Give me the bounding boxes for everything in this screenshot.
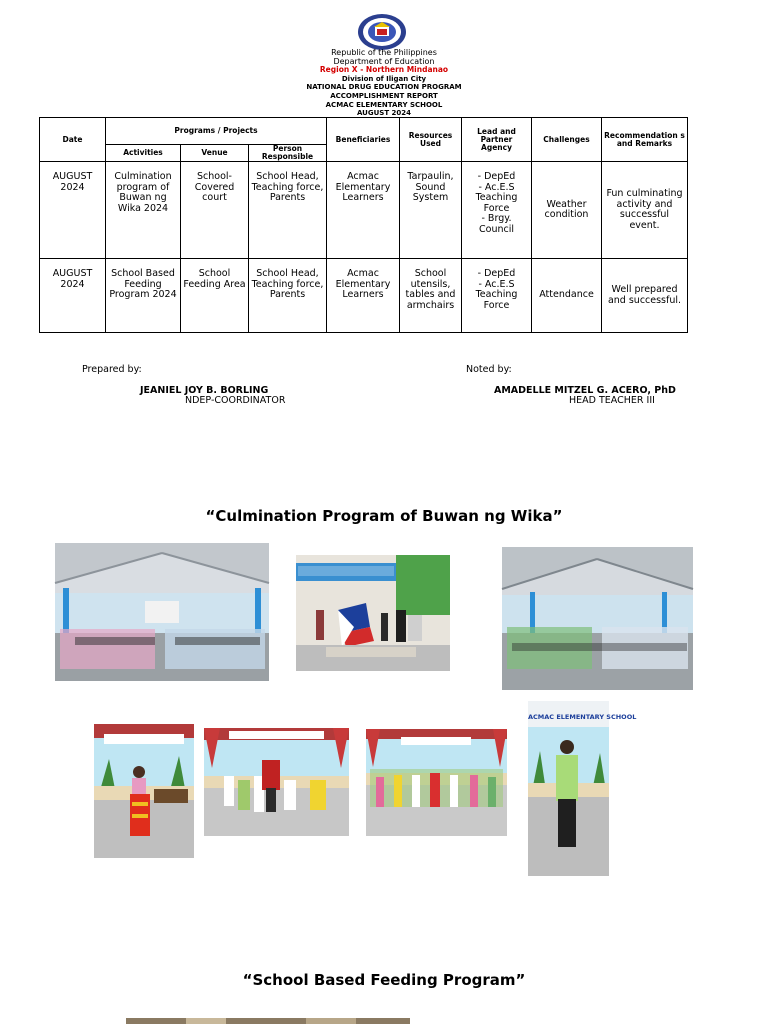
- cell-person: School Head, Teaching force, Parents: [249, 162, 327, 259]
- header-recommendations: Recommendation s and Remarks: [602, 118, 688, 162]
- prepared-by-label: Prepared by:: [82, 364, 142, 375]
- lead-line: - DepEd: [477, 171, 516, 182]
- month-line: AUGUST 2024: [356, 109, 412, 118]
- cell-beneficiaries: Acmac Elementary Learners: [327, 162, 400, 259]
- culmination-section-title: “Culmination Program of Buwan ng Wika”: [205, 507, 563, 525]
- cell-activities: Culmination program of Buwan ng Wika 2024: [106, 162, 181, 259]
- header-programs: Programs / Projects: [106, 118, 327, 145]
- cell-resources: Tarpaulin, Sound System: [400, 162, 462, 259]
- header-lead: Lead and Partner Agency: [462, 118, 532, 162]
- cell-challenges: Weather condition: [532, 162, 602, 259]
- cell-date: AUGUST 2024: [40, 162, 106, 259]
- header-date: Date: [40, 118, 106, 162]
- photo-flag-ceremony: [296, 555, 450, 671]
- table-row: [40, 259, 688, 333]
- photo-girl-performer: [94, 724, 194, 858]
- cell-venue: School Feeding Area: [181, 259, 249, 333]
- cell-person: School Head, Teaching force, Parents: [249, 259, 327, 333]
- cell-activities: School Based Feeding Program 2024: [106, 259, 181, 333]
- cell-date: AUGUST 2024: [40, 259, 106, 333]
- department-line: Department of Education: [333, 56, 435, 66]
- noted-by-label: Noted by:: [466, 364, 512, 375]
- lead-line: - Brgy. Council: [479, 213, 514, 235]
- noted-by-title: HEAD TEACHER III: [569, 395, 655, 406]
- cell-venue: School-Covered court: [181, 162, 249, 259]
- photo-court-performance: [502, 547, 693, 690]
- program-line: NATIONAL DRUG EDUCATION PROGRAM: [306, 83, 462, 92]
- photo-boy-barong: [528, 701, 637, 876]
- lead-line: - DepEd: [477, 268, 516, 279]
- cell-lead: [462, 259, 532, 333]
- cell-beneficiaries: Acmac Elementary Learners: [327, 259, 400, 333]
- photo-covered-court-assembly: [55, 543, 269, 681]
- region-line: Region X - Northern Mindanao: [319, 65, 449, 75]
- prepared-by-name: JEANIEL JOY B. BORLING: [140, 385, 269, 396]
- lead-line: - Ac.E.S Teaching Force: [475, 181, 518, 214]
- prepared-by-title: NDEP-COORDINATOR: [185, 395, 286, 406]
- lead-line: - Ac.E.S Teaching Force: [475, 278, 518, 311]
- header-resources: Resources Used: [400, 118, 462, 162]
- cell-challenges: Attendance: [532, 259, 602, 333]
- feeding-section-title: “School Based Feeding Program”: [242, 971, 526, 989]
- header-person: Person Responsible: [249, 145, 327, 162]
- table-row: [40, 162, 688, 259]
- report-line: ACCOMPLISHMENT REPORT: [330, 91, 438, 100]
- header-activities: Activities: [106, 145, 181, 162]
- cell-lead: [462, 162, 532, 259]
- photo-children-group: [204, 728, 349, 836]
- cell-remarks: Well prepared and successful.: [602, 259, 688, 333]
- cell-remarks: Fun culminating activity and successful event.: [602, 162, 688, 259]
- school-line: ACMAC ELEMENTARY SCHOOL: [325, 100, 443, 109]
- republic-line: Republic of the Philippines: [331, 48, 437, 57]
- photo-feeding-program: [126, 1018, 410, 1024]
- header-challenges: Challenges: [532, 118, 602, 162]
- report-header: [200, 49, 568, 118]
- accomplishment-table: [39, 117, 688, 333]
- deped-seal-logo: [357, 13, 407, 51]
- division-line: Division of Iligan City: [341, 74, 427, 83]
- photo-school-sign: ACMAC ELEMENTARY SCHOOL: [528, 713, 637, 721]
- header-beneficiaries: Beneficiaries: [327, 118, 400, 162]
- photo-class-group: [366, 729, 507, 836]
- noted-by-name: AMADELLE MITZEL G. ACERO, PhD: [494, 385, 676, 396]
- header-venue: Venue: [181, 145, 249, 162]
- cell-resources: School utensils, tables and armchairs: [400, 259, 462, 333]
